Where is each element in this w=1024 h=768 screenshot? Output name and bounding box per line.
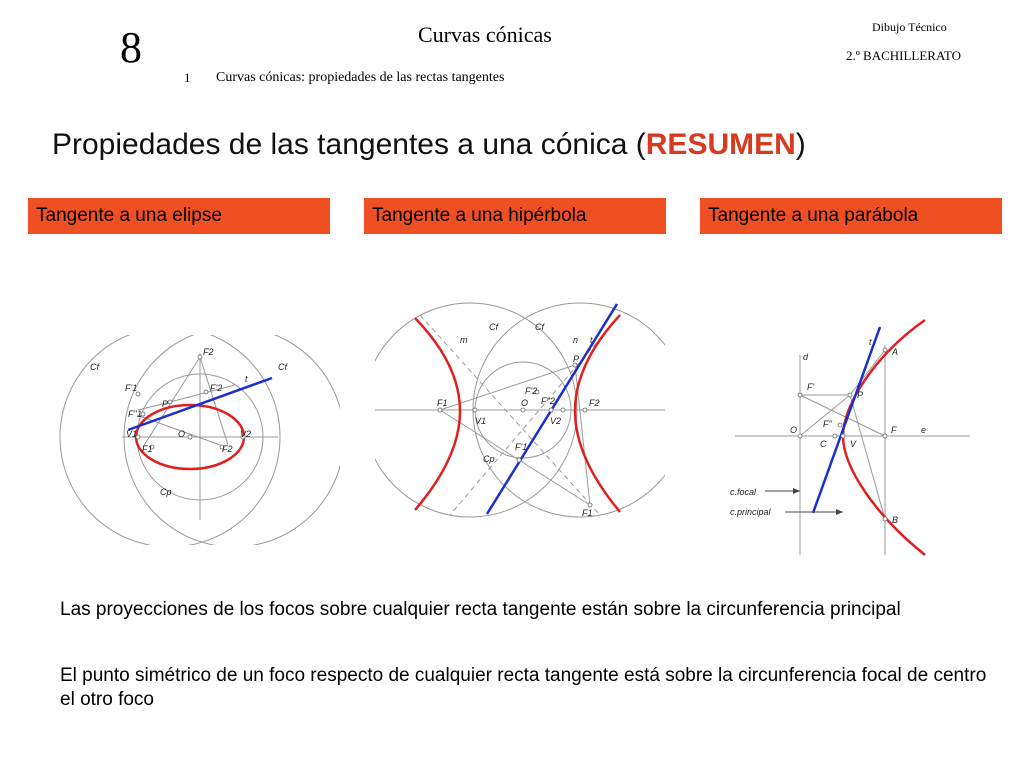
ellipse-label-cf2: Cf <box>278 362 287 372</box>
hyperbola-label-m: m <box>460 335 468 345</box>
ellipse-label-f2p: F'2 <box>210 383 223 393</box>
hyperbola-label-f1bot: F1 <box>582 508 593 518</box>
hyperbola-label-v1: V1 <box>475 416 487 426</box>
parabola-label-a: A <box>892 347 899 357</box>
hyperbola-label-f1p: F'1 <box>515 442 528 452</box>
parabola-label-f: F <box>891 425 897 435</box>
title-highlight: RESUMEN <box>645 128 796 161</box>
parabola-label-v: V <box>850 439 857 449</box>
property-symmetric-text: El punto simétrico de un foco respecto de cualquier recta tangente está sobre la circunferencia focal de centro el otro foco <box>60 665 987 710</box>
header-title: Curvas cónicas <box>418 22 552 47</box>
hyperbola-left-branch <box>415 318 460 510</box>
header-index: 1 <box>184 70 191 85</box>
hyperbola-label-v2: V2 <box>550 416 562 426</box>
page-title <box>52 128 806 162</box>
ellipse-label-f1pp: F''1 <box>128 409 142 419</box>
tab-parabola-tangent: Tangente a una parábola <box>700 198 1002 234</box>
header-subtitle: Curvas cónicas: propiedades de las rectas tangentes <box>216 70 505 85</box>
hyperbola-label-cf2: Cf <box>535 322 544 332</box>
title-paren-open: ( <box>635 128 646 161</box>
parabola-label-b: B <box>892 515 899 525</box>
hyperbola-right-branch <box>575 315 620 512</box>
hyperbola-label-f1: F1 <box>437 398 448 408</box>
ellipse-label-cp: Cp <box>160 487 172 497</box>
ellipse-label-f1p: F'1 <box>125 383 138 393</box>
subject-label: Dibujo Técnico <box>872 20 947 34</box>
parabola-label-e: e <box>921 425 927 435</box>
focal-circle-right <box>124 335 340 545</box>
title-paren-close: ) <box>795 128 806 161</box>
parabola-diagram <box>725 315 975 560</box>
parabola-label-o: O <box>790 425 798 435</box>
parabola-label-t: t <box>869 337 872 347</box>
hyperbola-label-t: t <box>590 335 593 345</box>
ellipse-label-cf1: Cf <box>90 362 99 372</box>
ellipse-label-f2top: F2 <box>203 347 214 357</box>
ellipse-label-p: P <box>162 399 169 409</box>
property-projection-text: Las proyecciones de los focos sobre cualquier recta tangente están sobre la circunferencia principal <box>60 599 901 620</box>
parabola-label-cprincipal: c.principal <box>730 507 771 517</box>
chapter-number: 8 <box>120 23 142 72</box>
ellipse-label-v2: V2 <box>240 429 252 439</box>
ellipse-label-o: O <box>178 429 186 439</box>
title-prefix: Propiedades de las tangentes a una cónica <box>52 128 636 161</box>
tab-hyperbola-tangent: Tangente a una hipérbola <box>364 198 666 234</box>
parabola-label-d: d <box>803 352 809 362</box>
ellipse-diagram <box>50 335 340 545</box>
hyperbola-diagram <box>375 300 665 530</box>
hyperbola-label-o: O <box>521 398 529 408</box>
parabola-label-p: P <box>857 390 864 400</box>
parabola-label-c: C <box>820 439 827 449</box>
hyperbola-label-p: P <box>573 354 580 364</box>
ellipse-label-f1: F1 <box>142 444 153 454</box>
ellipse-label-f2: F2 <box>222 444 233 454</box>
course-label: 2.º BACHILLERATO <box>846 48 962 63</box>
hyperbola-label-f2: F2 <box>589 398 600 408</box>
parabola-label-cfocal: c.focal <box>730 487 757 497</box>
hyperbola-label-cf1: Cf <box>489 322 498 332</box>
ellipse-label-t: t <box>245 374 248 384</box>
hyperbola-label-n: n <box>573 335 579 345</box>
hyperbola-label-f2p: F'2 <box>525 386 538 396</box>
hyperbola-label-cp: Cp <box>483 454 495 464</box>
hyperbola-label-f2pp: F''2 <box>541 396 555 406</box>
parabola-label-fpp: F'' <box>823 419 832 429</box>
ellipse-label-v1: V1 <box>126 429 138 439</box>
parabola-label-fp: F' <box>807 382 815 392</box>
tab-ellipse-tangent: Tangente a una elipse <box>28 198 330 234</box>
